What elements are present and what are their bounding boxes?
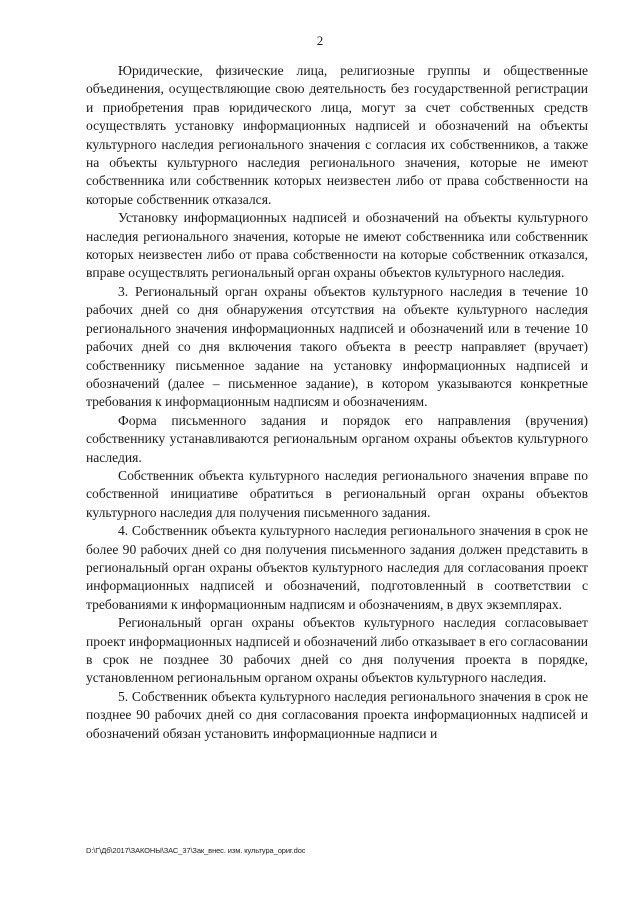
page-number: 2 <box>316 33 324 48</box>
paragraph-item-4: 4. Собственник объекта культурного наследия регионального значения в срок не более 90 рабочих дней со дня получения письменного задания должен представить в региональный орган охраны объектов культурного наследия для согласования проект информационных надписей и обозначений, подготовленный в соответствии с требованиями к информационным надписям и обозначениям, в двух экземплярах. <box>86 523 588 612</box>
footer-file-path: D:\Г\Дб\2017\ЗАКОНЫ\ЗАС_37\Зак_внес. изм. культура_ориг.doc <box>86 846 306 855</box>
paragraph-owner-initiative: Собственник объекта культурного наследия регионального значения вправе по собственной инициативе обратиться в региональный орган охраны объектов культурного наследия для получения письменного задания. <box>86 467 588 520</box>
paragraph-item-3: 3. Региональный орган охраны объектов культурного наследия в течение 10 рабочих дней со дня обнаружения отсутствия на объекте культурного наследия регионального значения информационных надписей и обозначений или в течение 10 рабочих дней со дня включения такого объекта в реестр направляет (вручает) собственнику письменное задание на установку информационных надписей и обозначений (далее – письменное задание), в котором указываются конкретные требования к информационным надписям и обозначениям. <box>86 283 588 410</box>
paragraph-legal-entities: Юридические, физические лица, религиозные группы и общественные объединения, осуществляющие свою деятельность без государственной регистрации и приобретения прав юридического лица, могут за счет собственных средств осуществлять установку информационных надписей и обозначений на объекты культурного наследия регионального значения с согласия их собственников, а также на объекты культурного наследия регионального значения, которые не имеют собственника или собственник которых неизвестен либо от права собственности на которые собственник отказался. <box>86 63 588 207</box>
paragraph-item-5: 5. Собственник объекта культурного наследия регионального значения в срок не позднее 90 рабочих дней со дня согласования проекта информационных надписей и обозначений обязан установить информационные надписи и <box>86 688 588 741</box>
paragraph-task-form: Форма письменного задания и порядок его направления (вручения) собственнику устанавливаются региональным органом охраны объектов культурного наследия. <box>86 412 588 465</box>
document-body <box>86 62 588 743</box>
paragraph-installation-by-regional-body: Установку информационных надписей и обозначений на объекты культурного наследия регионального значения, которые не имеют собственника или собственник которых неизвестен либо от права собственности на которые собственник отказался, вправе осуществлять региональный орган охраны объектов культурного наследия. <box>86 210 588 281</box>
paragraph-project-approval: Региональный орган охраны объектов культурного наследия согласовывает проект информационных надписей и обозначений либо отказывает в его согласовании в срок не позднее 30 рабочих дней со дня получения проекта в порядке, установленном региональным органом охраны объектов культурного наследия. <box>86 615 588 686</box>
